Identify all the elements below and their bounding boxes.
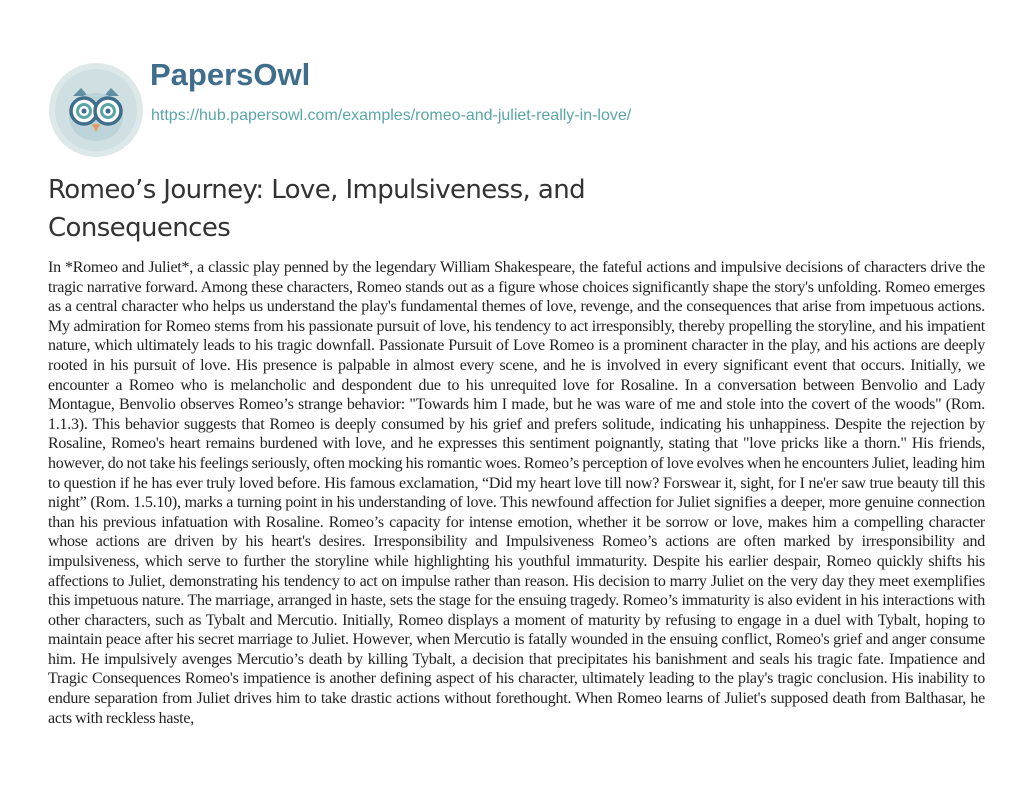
brand-name: PapersOwl <box>150 57 311 92</box>
source-url-link[interactable]: https://hub.papersowl.com/examples/romeo-and-juliet-really-in-love/ <box>151 107 632 124</box>
document-header <box>48 34 988 134</box>
document-body: In *Romeo and Juliet*, a classic play penned by the legendary William Shakespeare, the fateful actions and impulsive decisions of characters drive the tragic narrative forward. Among these characters, Romeo stands out as a figure whose choices significantly shape the story's unfolding. Romeo emerges as a central character who helps us understand the play's fundamental themes of love, revenge, and the consequences that arise from impetuous actions. My admiration for Romeo stems from his passionate pursuit of love, his tendency to act irresponsibly, thereby propelling the storyline, and his impatient nature, which ultimately leads to his tragic downfall. Passionate Pursuit of Love Romeo is a prominent character in the play, and his actions are deeply rooted in his pursuit of love. His presence is palpable in almost every scene, and he is involved in every significant event that occurs. Initially, we encounter a Romeo who is melancholic and despondent due to his unrequited love for Rosaline. In a conversation between Benvolio and Lady Montague, Benvolio observes Romeo’s strange behavior: "Towards him I made, but he was ware of me and stole into the covert of the woods" (Rom. 1.1.3). This behavior suggests that Romeo is deeply consumed by his grief and prefers solitude, indicating his unhappiness. Despite the rejection by Rosaline, Romeo's heart remains burdened with love, and he expresses this sentiment poignantly, stating that "love pricks like a thorn." His friends, however, do not take his feelings seriously, often mocking his romantic woes. Romeo’s perception of love evolves when he encounters Juliet, leading him to question if he has ever truly loved before. His famous exclamation, “Did my heart love till now? Forswear it, sight, for I ne'er saw true beauty till this night” (Rom. 1.5.10), marks a turning point in his understanding of love. This newfound affection for Juliet signifies a deeper, more genuine connection than his previous infatuation with Rosaline. Romeo’s capacity for intense emotion, whether it be sorrow or love, makes him a compelling character whose actions are driven by his heart's desires. Irresponsibility and Impulsiveness Romeo’s actions are often marked by irresponsibility and impulsiveness, which serve to further the storyline while highlighting his youthful immaturity. Despite his earlier despair, Romeo quickly shifts his affections to Juliet, demonstrating his tendency to act on impulse rather than reason. His decision to marry Juliet on the very day they meet exemplifies this impetuous nature. The marriage, arranged in haste, sets the stage for the ensuing tragedy. Romeo’s immaturity is also evident in his interactions with other characters, such as Tybalt and Mercutio. Initially, Romeo displays a moment of maturity by refusing to engage in a duel with Tybalt, hoping to maintain peace after his secret marriage to Juliet. However, when Mercutio is fatally wounded in the ensuing conflict, Romeo's grief and anger consume him. He impulsively avenges Mercutio’s death by killing Tybalt, a decision that precipitates his banishment and seals his tragic fate. Impatience and Tragic Consequences Romeo's impatience is another defining aspect of his character, ultimately leading to the play's tragic conclusion. His inability to endure separation from Juliet drives him to take drastic actions without forethought. When Romeo learns of Juliet's supposed death from Balthasar, he acts with reckless haste, <box>48 259 985 727</box>
owl-logo-icon <box>48 62 144 158</box>
document-title: Romeo’s Journey: Love, Impulsiveness, and Consequences <box>48 175 586 243</box>
